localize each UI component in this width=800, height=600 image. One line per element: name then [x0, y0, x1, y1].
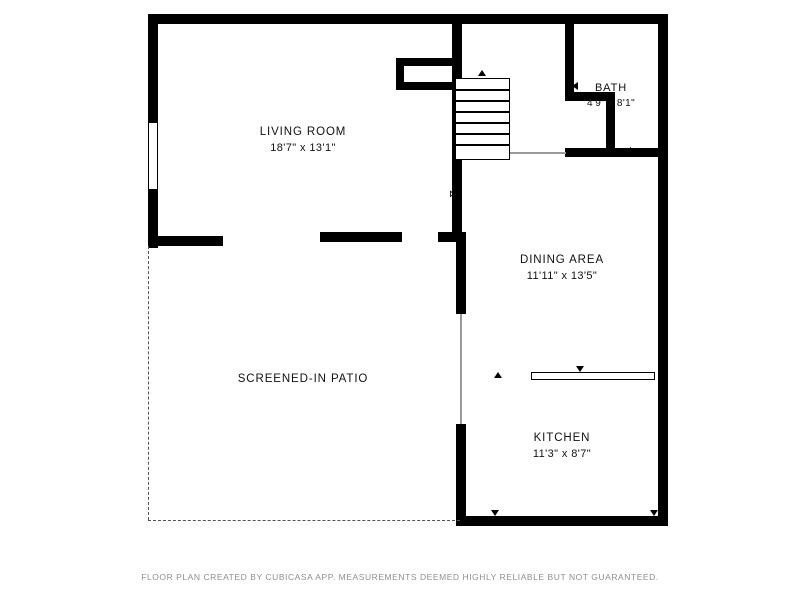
room-label-screened-in-patio [178, 371, 428, 388]
door-marker-living-icon: ⋈ [449, 189, 459, 200]
patio-boundary-bottom [148, 520, 460, 521]
interior-wall-closet-top [396, 58, 462, 66]
interior-wall-patio-right-upper [456, 232, 466, 314]
stair-step [456, 100, 509, 102]
exterior-wall-top [148, 14, 668, 24]
window [148, 122, 158, 190]
room-dimensions-bath: 4'9" x 8'1" [586, 97, 636, 109]
interior-wall-patio-right-lower [456, 424, 466, 526]
doorway-marker-kitchen-icon [494, 372, 502, 378]
interior-wall-closet-bottom [396, 82, 454, 90]
room-dimensions-living-room: 18'7" x 13'1" [270, 141, 336, 154]
patio-sliding-opening [460, 314, 462, 424]
room-label-bath [551, 81, 671, 111]
counter-marker-icon [576, 366, 584, 372]
exterior-wall-left-upper [148, 14, 158, 122]
room-name-dining-area: DINING AREA [519, 254, 605, 266]
footer-disclaimer: FLOOR PLAN CREATED BY CUBICASA APP. MEASUREMENTS DEEMED HIGHLY RELIABLE BUT NOT GUARANTEED. [141, 572, 659, 582]
stairs-up-arrow-icon [478, 70, 486, 76]
room-name-screened-in-patio: SCREENED-IN PATIO [237, 373, 369, 385]
room-name-living-room: LIVING ROOM [259, 126, 347, 138]
interior-wall-dining-top [565, 148, 668, 157]
room-label-kitchen [472, 430, 652, 463]
stair-step [456, 133, 509, 135]
stairs [455, 78, 510, 160]
patio-boundary-left [148, 246, 149, 520]
doorway-marker-dining-icon [625, 147, 631, 155]
doorway-marker-hall-icon [571, 150, 579, 156]
exterior-wall-bottom [458, 516, 668, 526]
doorway-marker-patio-icon [459, 430, 465, 438]
room-label-living-room [203, 124, 403, 157]
stair-step [456, 89, 509, 91]
doorway-marker-bottom-icon [491, 510, 499, 516]
room-label-dining-area [472, 252, 652, 285]
room-dimensions-kitchen: 11'3" x 8'7" [532, 447, 592, 460]
stair-landing-edge [508, 152, 566, 154]
stair-step [456, 111, 509, 113]
stair-step [456, 144, 509, 146]
room-name-kitchen: KITCHEN [533, 432, 591, 444]
room-name-bath: BATH [594, 82, 628, 94]
doorway-marker-bottom-right-icon [650, 510, 658, 516]
interior-wall-living-bottom-left [148, 236, 223, 246]
kitchen-counter [531, 372, 655, 380]
stair-step [456, 122, 509, 124]
room-dimensions-dining-area: 11'11" x 13'5" [526, 269, 598, 282]
interior-wall-living-bottom-middle [320, 232, 402, 242]
